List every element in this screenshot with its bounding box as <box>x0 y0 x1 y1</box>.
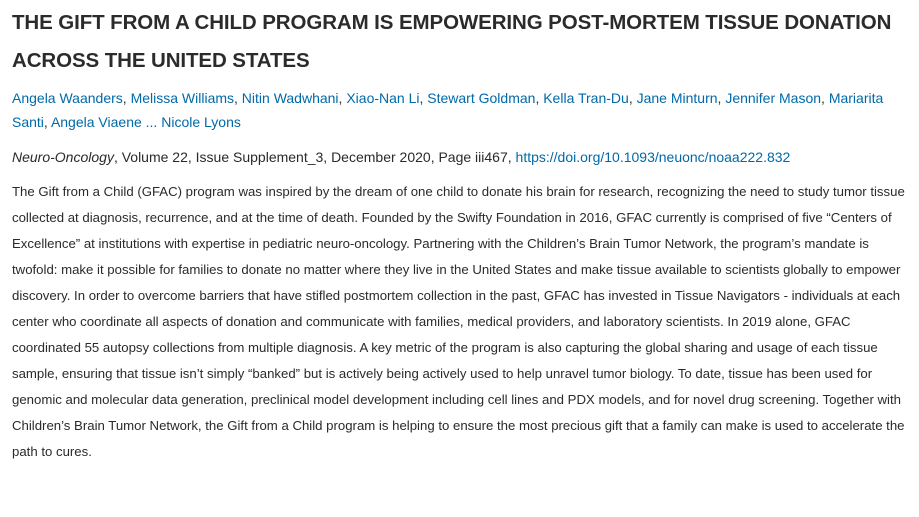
author-link[interactable]: Angela Waanders <box>12 90 123 106</box>
doi-link[interactable]: https://doi.org/10.1093/neuonc/noaa222.832 <box>515 149 791 165</box>
abstract-text: The Gift from a Child (GFAC) program was inspired by the dream of one child to donate his brain for research, recognizing the need to study tumor tissue collected at diagnosis, recurrence, and at the time of death. Founded by the Swifty Foundation in 2016, GFAC currently is comprised of five “Centers of Excellence” at institutions with expertise in pediatric neuro-oncology. Partnering with the Children’s Brain Tumor Network, the program’s mandate is twofold: make it possible for families to donate no matter where they live in the United States and make tissue available to scientists globally to empower discovery. In order to overcome barriers that have stifled postmortem collection in the past, GFAC has invested in Tissue Navigators - individuals at each center who coordinate all aspects of donation and communicate with families, medical providers, and laboratory scientists. In 2019 alone, GFAC coordinated 55 autopsy collections from multiple diagnosis. A key metric of the program is also capturing the global sharing and usage of each tissue sample, ensuring that tissue isn’t simply “banked” but is actively being actively used to help unravel tumor biology. To date, tissue has been used for genomic and molecular data generation, preclinical model development including cell lines and PDX models, and for novel drug screening. Together with Children’s Brain Tumor Network, the Gift from a Child program is helping to ensure the most precious gift that a family can make is used to accelerate the path to cures. <box>12 184 905 459</box>
author-link[interactable]: Jane Minturn <box>636 90 718 106</box>
author-link[interactable]: Jennifer Mason <box>725 90 822 106</box>
author-link[interactable]: Nitin Wadwhani <box>241 90 339 106</box>
author-link[interactable]: Stewart Goldman <box>427 90 536 106</box>
author-link[interactable]: Xiao-Nan Li <box>346 90 420 106</box>
article-title: THE GIFT FROM A CHILD PROGRAM IS EMPOWERING POST-MORTEM TISSUE DONATION ACROSS THE UNITED STATES <box>12 11 892 72</box>
author-link[interactable]: Kella Tran-Du <box>543 90 629 106</box>
author-link[interactable]: Nicole Lyons <box>161 114 241 130</box>
citation-details: , Volume 22, Issue Supplement_3, December 2020, Page iii467, <box>113 149 516 165</box>
journal-name: Neuro-Oncology <box>12 149 114 165</box>
author-link[interactable]: Angela Viaene <box>50 114 142 130</box>
author-list: Angela Waanders, Melissa Williams, Nitin Wadwhani, Xiao-Nan Li, Stewart Goldman, Kella Tran-Du, Jane Minturn, Jennifer Mason, Mariarita Santi, Angela Viaene ... Nicole Lyons <box>12 90 884 130</box>
more-authors-link[interactable]: ... <box>141 114 162 130</box>
author-link[interactable]: Melissa Williams <box>130 90 235 106</box>
author-link[interactable]: Mariarita Santi <box>12 90 884 130</box>
citation <box>12 146 907 168</box>
